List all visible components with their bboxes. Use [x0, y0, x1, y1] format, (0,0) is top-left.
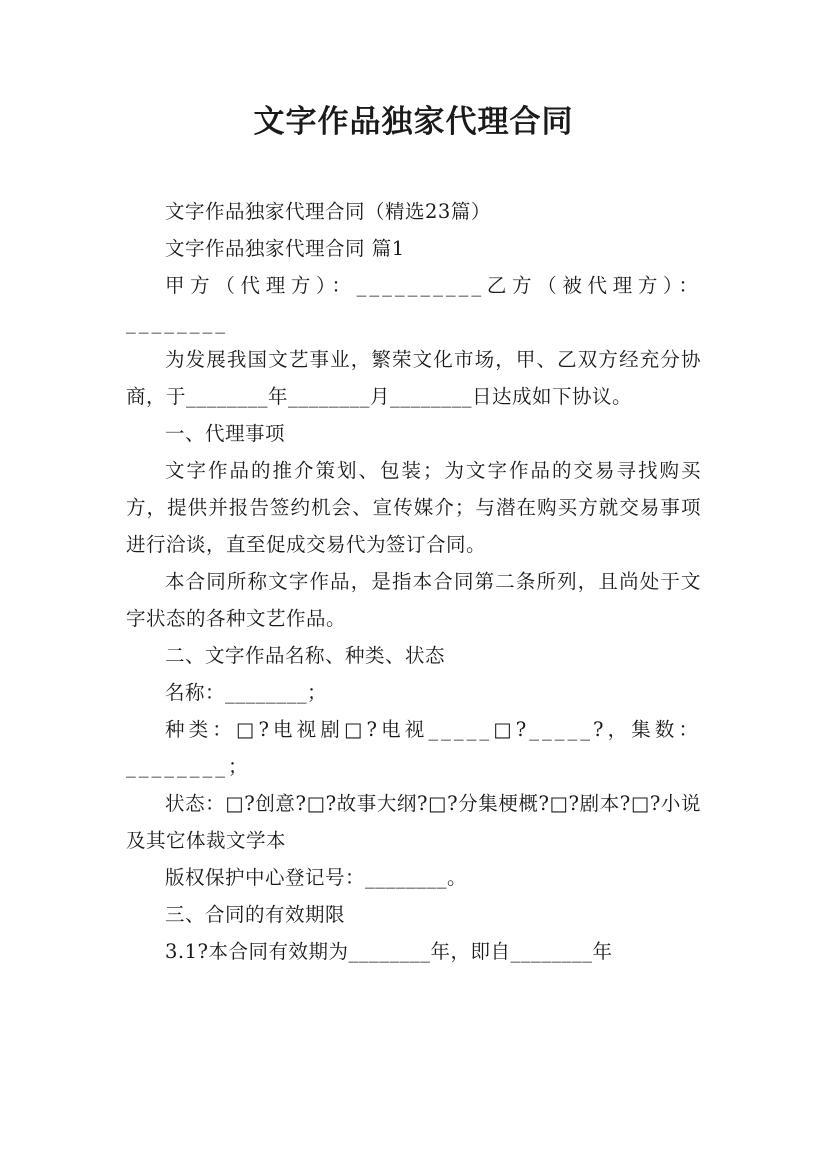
paragraph-work-status: 状态：□?创意?□?故事大纲?□?分集梗概?□?剧本?□?小说及其它体裁文学本 — [126, 792, 701, 852]
paragraph-work-type: 种类：□?电视剧□?电视_____□?_____?，集数：________； — [126, 718, 701, 778]
heading-work-info: 二、文字作品名称、种类、状态 — [165, 644, 446, 667]
paragraph-agency-scope: 文字作品的推介策划、包装；为文字作品的交易寻找购买方，提供并报告签约机会、宣传媒介；与潜在购买方就交易事项进行洽谈，直至促成交易代为签订合同。 — [126, 459, 701, 556]
paragraph-parties: 甲方（代理方）：__________乙方（被代理方）：________ — [126, 274, 701, 334]
document-body — [126, 193, 701, 970]
paragraph-work-definition: 本合同所称文字作品，是指本合同第二条所列，且尚处于文字状态的各种文艺作品。 — [126, 570, 701, 630]
paragraph-work-name: 名称：________； — [165, 681, 328, 704]
paragraph-validity-term: 3.1?本合同有效期为________年，即自________年 — [165, 940, 613, 963]
paragraph-preamble: 为发展我国文艺事业，繁荣文化市场，甲、乙双方经充分协商，于________年________月________日达成如下协议。 — [126, 348, 701, 408]
paragraph-section-label: 文字作品独家代理合同 篇1 — [165, 237, 405, 260]
paragraph-registration-number: 版权保护中心登记号：________。 — [165, 866, 468, 889]
document-title: 文字作品独家代理合同 — [253, 104, 574, 140]
heading-agency-matters: 一、代理事项 — [165, 422, 286, 445]
paragraph-subtitle: 文字作品独家代理合同（精选23篇） — [165, 200, 491, 223]
heading-validity-period: 三、合同的有效期限 — [165, 903, 346, 926]
